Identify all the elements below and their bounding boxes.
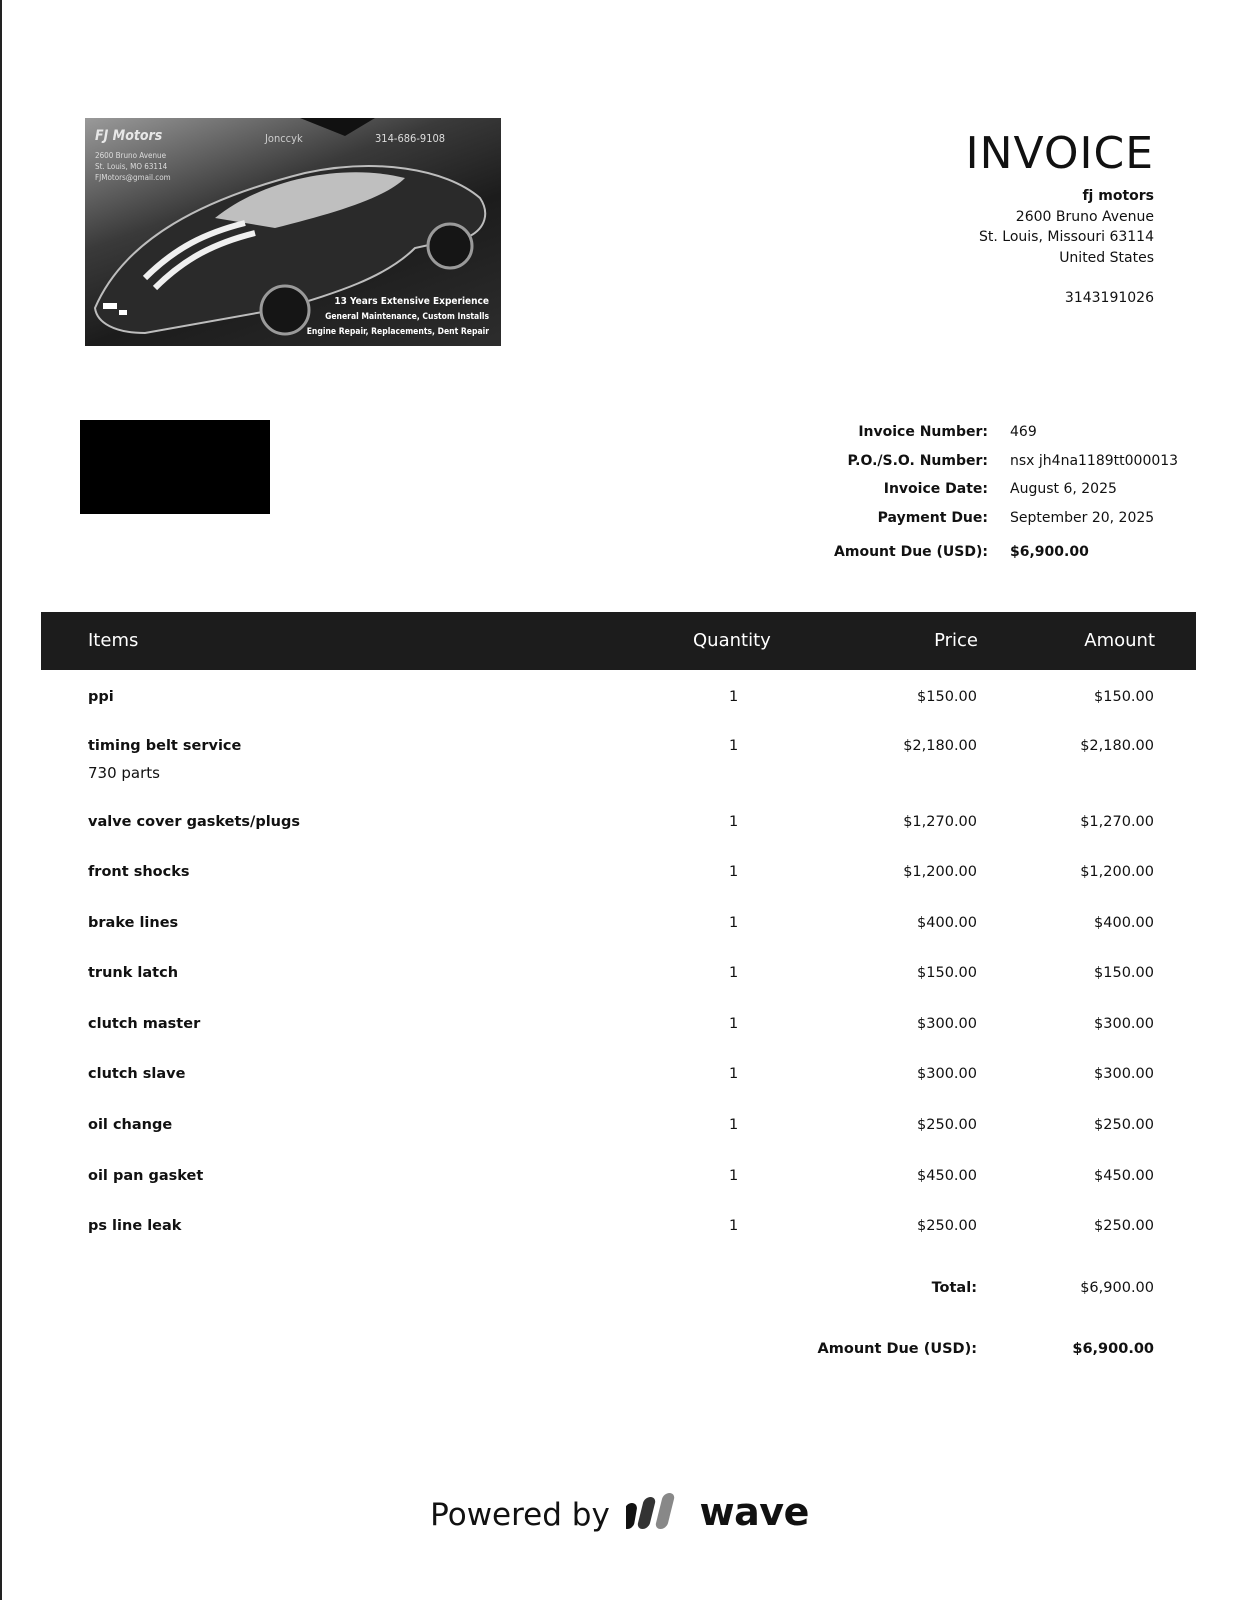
item-description: 730 parts	[88, 764, 160, 782]
po-number: nsx jh4na1189tt000013	[1010, 452, 1179, 469]
item-name: oil pan gasket	[88, 1168, 204, 1184]
card-brand: FJ Motors	[95, 128, 163, 144]
business-name: fj motors	[1082, 188, 1154, 204]
item-name: ppi	[88, 689, 114, 705]
business-country: United States	[1059, 249, 1154, 266]
card-tagline: 13 Years Extensive Experience	[334, 296, 489, 307]
item-name: ps line leak	[88, 1218, 182, 1234]
item-name: brake lines	[88, 915, 179, 931]
item-amount: $150.00	[1094, 965, 1154, 981]
item-price: $300.00	[917, 1066, 977, 1082]
item-quantity: 1	[729, 965, 739, 981]
item-price: $250.00	[917, 1117, 977, 1133]
item-name: timing belt service	[88, 738, 242, 754]
item-name: clutch master	[88, 1016, 201, 1032]
meta-row-invoice-number	[800, 418, 1178, 447]
item-amount: $250.00	[1094, 1218, 1154, 1234]
meta-row-invoice-date	[800, 475, 1178, 504]
item-amount: $250.00	[1094, 1117, 1154, 1133]
item-price: $1,270.00	[903, 814, 977, 830]
card-phone: 314-686-9108	[375, 132, 446, 145]
item-quantity: 1	[729, 814, 739, 830]
item-amount: $150.00	[1094, 689, 1154, 705]
column-header-items: Items	[88, 630, 139, 651]
column-header-price: Price	[934, 630, 978, 651]
item-price: $150.00	[917, 965, 977, 981]
total-value: $6,900.00	[1080, 1280, 1154, 1296]
item-price: $300.00	[917, 1016, 977, 1032]
item-quantity: 1	[729, 1066, 739, 1082]
amount-due: $6,900.00	[1010, 544, 1089, 561]
column-header-amount: Amount	[1084, 630, 1155, 651]
item-amount: $400.00	[1094, 915, 1154, 931]
invoice-number: 469	[1010, 424, 1037, 441]
business-address-1: 2600 Bruno Avenue	[1015, 208, 1154, 225]
item-name: trunk latch	[88, 965, 179, 981]
invoice-date: August 6, 2025	[1010, 481, 1117, 498]
item-price: $400.00	[917, 915, 977, 931]
powered-by-wave	[0, 1490, 1239, 1539]
item-name: front shocks	[88, 864, 190, 880]
item-quantity: 1	[729, 1117, 739, 1133]
item-amount: $2,180.00	[1080, 738, 1154, 754]
item-quantity: 1	[729, 689, 739, 705]
meta-label: P.O./S.O. Number:	[847, 452, 988, 469]
payment-due: September 20, 2025	[1010, 509, 1155, 526]
item-amount: $300.00	[1094, 1066, 1154, 1082]
meta-row-amount-due	[800, 538, 1178, 567]
card-contact: Jonccyk	[265, 132, 303, 145]
meta-label: Invoice Number:	[858, 424, 988, 441]
item-quantity: 1	[729, 1016, 739, 1032]
item-quantity: 1	[729, 738, 739, 754]
invoice-title: INVOICE	[965, 128, 1154, 179]
item-name: oil change	[88, 1117, 173, 1133]
meta-row-po-number	[800, 447, 1178, 476]
card-tagline: General Maintenance, Custom Installs	[325, 312, 489, 322]
card-tagline: Engine Repair, Replacements, Dent Repair	[306, 327, 489, 337]
card-address-line: 2600 Bruno Avenue	[95, 151, 166, 160]
card-email: FJMotors@gmail.com	[95, 173, 171, 182]
business-card-logo	[85, 118, 501, 346]
amount-due-label: Amount Due (USD):	[817, 1341, 977, 1357]
item-quantity: 1	[729, 864, 739, 880]
card-address-line: St. Louis, MO 63114	[95, 162, 168, 171]
item-price: $250.00	[917, 1218, 977, 1234]
business-info	[979, 186, 1154, 309]
column-header-quantity: Quantity	[693, 630, 771, 651]
item-price: $1,200.00	[903, 864, 977, 880]
wave-logo-icon	[626, 1491, 684, 1539]
item-name: valve cover gaskets/plugs	[88, 814, 301, 830]
item-price: $2,180.00	[903, 738, 977, 754]
redacted-bill-to	[80, 420, 270, 514]
item-amount: $1,200.00	[1080, 864, 1154, 880]
item-name: clutch slave	[88, 1066, 186, 1082]
meta-label: Amount Due (USD):	[834, 544, 988, 561]
item-quantity: 1	[729, 1218, 739, 1234]
page-edge	[0, 0, 2, 1600]
business-phone: 3143191026	[1064, 290, 1154, 306]
item-price: $150.00	[917, 689, 977, 705]
item-quantity: 1	[729, 1168, 739, 1184]
item-amount: $300.00	[1094, 1016, 1154, 1032]
wave-brand-text: wave	[699, 1490, 809, 1534]
item-amount: $1,270.00	[1080, 814, 1154, 830]
items-table-header	[41, 612, 1196, 670]
total-label: Total:	[931, 1280, 977, 1296]
item-amount: $450.00	[1094, 1168, 1154, 1184]
business-address-2: St. Louis, Missouri 63114	[979, 229, 1154, 245]
item-price: $450.00	[917, 1168, 977, 1184]
meta-label: Payment Due:	[877, 509, 988, 526]
powered-by-text: Powered by	[430, 1497, 610, 1533]
meta-row-payment-due	[800, 504, 1178, 533]
item-quantity: 1	[729, 915, 739, 931]
meta-label: Invoice Date:	[883, 481, 988, 498]
invoice-meta	[800, 418, 1178, 567]
amount-due-value: $6,900.00	[1072, 1341, 1154, 1357]
